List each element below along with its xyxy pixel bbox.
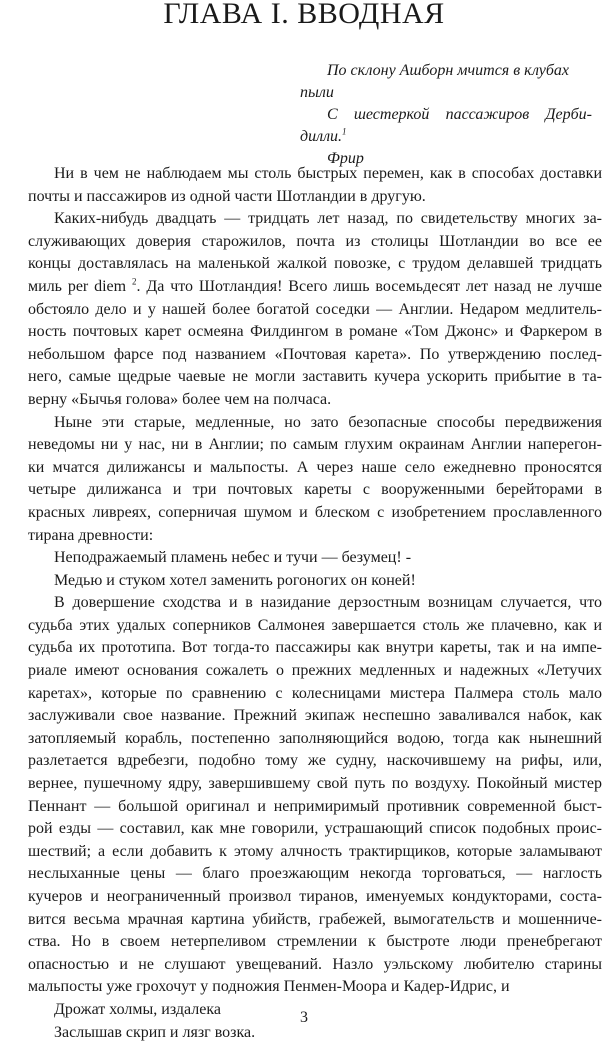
text-line: неведомы ни у нас, ни в Англии; по самым глухим окраинам Англии наперегон-: [28, 436, 602, 454]
text-line: судьба их прототипа. Вот тогда-то пассажиры как внутри кареты, так и на импе-: [28, 639, 602, 657]
text-line: красных ливреях, соперничая шумом и блеском с изобретением прославленного: [28, 503, 602, 521]
verse-line: Медью и стуком хотел заменить рогоногих он коней!: [54, 571, 416, 589]
epigraph-line: С шестеркой пассажиров Дерби-: [327, 106, 592, 123]
text-line: вернее, пушечному ядру, завершившему свой путь по воздуху. Покойный мистер: [28, 775, 602, 793]
epigraph-line: пыли: [300, 84, 334, 101]
verse-line: Неподражаемый пламень небес и тучи — безумец! -: [54, 549, 412, 567]
text-line: разлетается вдребезги, подобно тому же судну, наскочившему на рифы, или,: [28, 752, 602, 770]
text-line: него, самые щедрые чаевые не могли заставить кучера ускорить прибытие в та-: [28, 368, 602, 386]
text-line: миль per diem $^2$. Да что Шотландия! Всего лишь восемьдесят лет назад не лучше: [28, 276, 603, 295]
page-number: 3: [300, 1009, 308, 1026]
text-line: мальпосты уже грохочут у подножия Пенмен-Моора и Кадер-Идрис, и: [28, 978, 510, 996]
text-line: ства. Но в своем нетерпеливом стремлении к быстроте люди пренебрегают: [28, 933, 602, 951]
text-line: риале имеют основания сожалеть о прежних медленных и надежных «Летучих: [28, 662, 602, 680]
epigraph-line: По склону Ашборн мчится в клубах: [327, 62, 569, 79]
text-line: почты и пассажиров из одной части Шотландии в другую.: [28, 187, 426, 205]
text-line: В довершение сходства и в назидание дерзостным возницам случается, что: [54, 594, 602, 612]
text-line: Каких-нибудь двадцать — тридцать лет назад, по свидетельству многих за-: [54, 210, 602, 228]
text-line: неслыханные цены — благо проезжающим некогда торговаться, — наглость: [28, 865, 602, 883]
text-line: заслуживали свое название. Прежний экипаж неспешно заваливался набок, как: [28, 707, 602, 725]
text-line: верну «Бычья голова» более чем на полчаса.: [28, 390, 332, 408]
text-line: шествий; а если добавить к этому алчность трактирщиков, которые заламывают: [28, 842, 602, 860]
text-line: небольшом фарсе под названием «Почтовая карета». По утверждению послед-: [28, 345, 602, 363]
text-line: ность почтовых карет осмеяна Филдингом в романе «Том Джонс» и Фаркером в: [28, 323, 602, 341]
text-line: рой езды — составил, как мне говорили, устрашающий список подобных проис-: [28, 820, 602, 838]
text-line: каретах», которые по сравнению с колесницами мистера Палмера столь мало: [28, 684, 602, 702]
text-line: опасностью и не слушают увещеваний. Назло уэльскому любителю старины: [28, 955, 602, 973]
text-line: ки мчатся дилижансы и мальпосты. А через наше село ежедневно проносятся: [28, 458, 602, 476]
text-line: Пеннант — большой оригинал и непримиримый противник современной быст-: [28, 797, 602, 815]
text-line: судьба этих удалых соперников Салмонея завершается столь же плачевно, как и: [28, 616, 602, 634]
chapter-text: [28, 163, 602, 1044]
text-line: вится весьма мрачная картина убийств, грабежей, вымогательств и мошенниче-: [28, 910, 602, 928]
text-line: Ни в чем не наблюдаем мы столь быстрых перемен, как в способах доставки: [54, 165, 602, 182]
epigraph-line: дилли.$^1$: [300, 126, 347, 145]
text-line: тирана древности:: [28, 526, 154, 544]
verse-line: Заслышав скрип и лязг возка.: [54, 1023, 256, 1041]
text-line: затопляемый корабль, постепенно заполняющийся водою, тогда как нынешний: [28, 729, 602, 747]
epigraph-author: Фрир: [327, 150, 364, 167]
verse-line: Дрожат холмы, издалека: [54, 1000, 221, 1018]
footnote-mark: 1: [342, 126, 347, 137]
text-line: четыре дилижанса и три почтовых кареты с вооруженными берейторами в: [28, 481, 602, 499]
text-line: кучеров и неограниченный произвол тиранов, именуемых кондукторами, соста-: [28, 888, 602, 905]
text-line: служивающих доверия старожилов, почта из столицы Шотландии во все ее: [28, 232, 602, 250]
text-line: концы доставлялась на маленькой жалкой повозке, с трудом делавшей тридцать: [28, 255, 602, 273]
footnote-mark: 2: [131, 276, 137, 287]
text-line: Ныне эти старые, медленные, но зато безопасные способы передвижения: [54, 413, 602, 431]
chapter-title: ГЛАВА I. ВВОДНАЯ: [163, 0, 445, 30]
text-line: обстояло дело и у нашей более богатой соседки — Англии. Недаром медлитель-: [28, 300, 602, 318]
